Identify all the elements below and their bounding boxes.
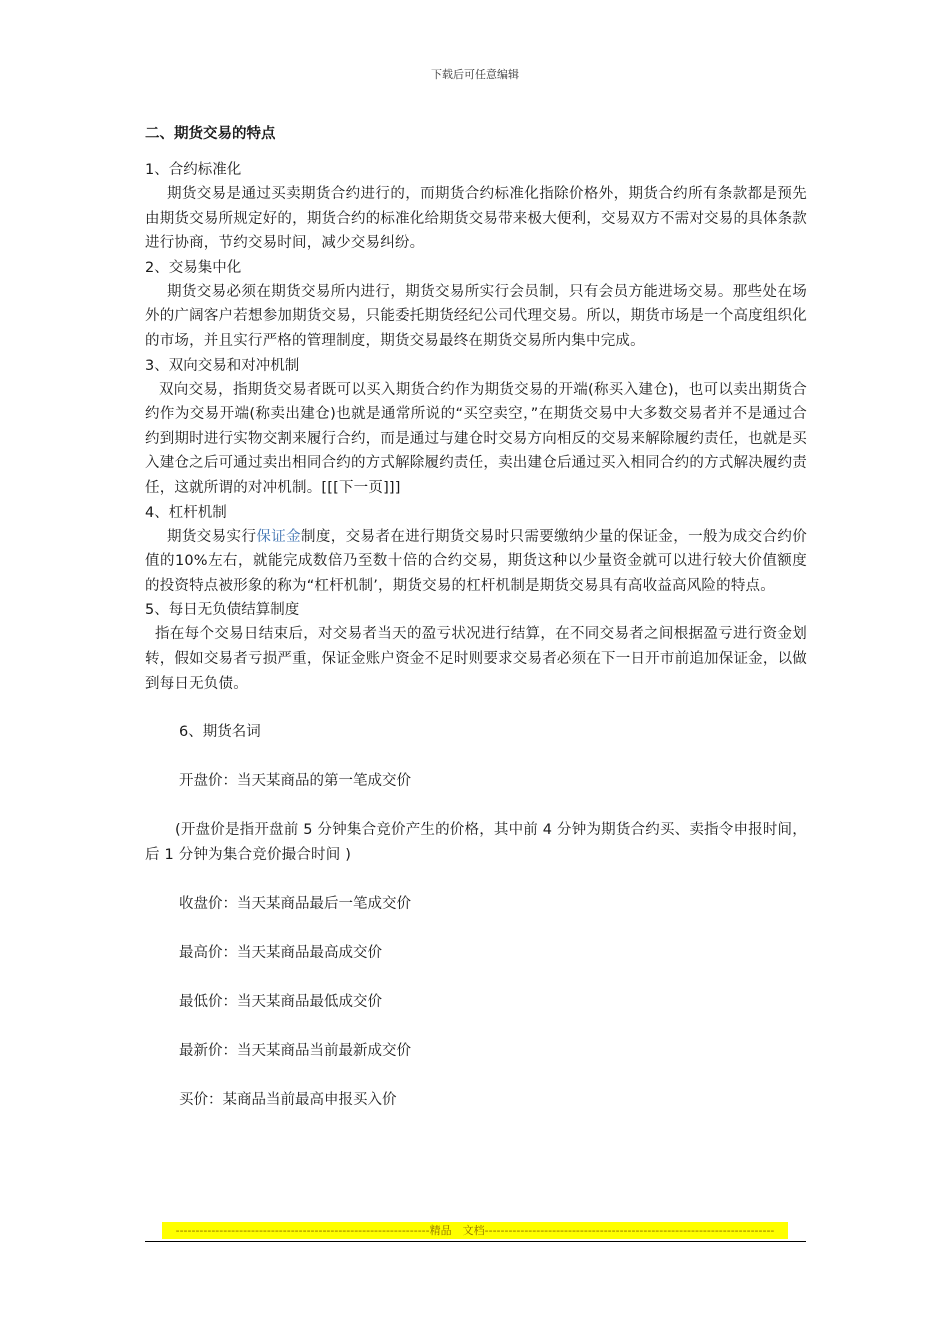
margin-link[interactable]: 保证金 [256,528,301,545]
paragraph-4-post: 制度，交易者在进行期货交易时只需要缴纳少量的保证金，一般为成交合约价值的10%左右，就能完成数倍乃至数十倍的合约交易，期货这种以少量资金就可以进行较大价值额度的投资特点被形象的称为“杠杆机制’，期货交易的杠杆机制是期货交易具有高收益高风险的特点。 [145,528,807,594]
heading-4: 4、杠杆机制 [145,504,227,521]
heading-2: 2、交易集中化 [145,259,242,276]
term-open-price: 开盘价：当天某商品的第一笔成交价 [179,773,411,790]
heading-6: 6、期货名词 [179,724,261,741]
heading-1: 1、合约标准化 [145,162,242,178]
footer-divider [145,1241,806,1242]
heading-3: 3、双向交易和对冲机制 [145,357,300,374]
paragraph-5: 指在每个交易日结束后，对交易者当天的盈亏状况进行结算，在不同交易者之间根据盈亏进行资金划转，假如交易者亏损严重，保证金账户资金不足时则要求交易者必须在下一日开市前追加保证金，以做到每日无负债。 [145,626,807,692]
footer-banner: ----------------------------------------------------------------精品 文档------------------------------------------------------------------------- [162,1222,788,1239]
page-header: 下载后可任意编辑 [431,68,519,81]
section-title: 二、期货交易的特点 [145,126,276,142]
term-high-price: 最高价：当天某商品最高成交价 [179,945,382,962]
term-open-price-note: (开盘价是指开盘前 5 分钟集合竞价产生的价格，其中前 4 分钟为期货合约买、卖指令申报时间，后 1 分钟为集合竞价撮合时间 ) [145,822,807,863]
term-low-price: 最低价：当天某商品最低成交价 [179,994,382,1011]
heading-5: 5、每日无负债结算制度 [145,602,300,619]
paragraph-1: 期货交易是通过买卖期货合约进行的，而期货合约标准化指除价格外，期货合约所有条款都是预先由期货交易所规定好的，期货合约的标准化给期货交易带来极大便利，交易双方不需对交易的具体条款进行协商，节约交易时间，减少交易纠纷。 [145,186,807,252]
paragraph-4 [145,525,807,599]
document-content [145,122,807,1112]
paragraph-2: 期货交易必须在期货交易所内进行，期货交易所实行会员制，只有会员方能进场交易。那些处在场外的广阔客户若想参加期货交易，只能委托期货经纪公司代理交易。所以，期货市场是一个高度组织化的市场，并且实行严格的管理制度，期货交易最终在期货交易所内集中完成。 [145,283,807,349]
paragraph-3: 双向交易，指期货交易者既可以买入期货合约作为期货交易的开端(称买入建仓)，也可以卖出期货合约作为交易开端(称卖出建仓)也就是通常所说的“买空卖空，”在期货交易中大多数交易者并不是通过合约到期时进行实物交割来履行合约，而是通过与建仓时交易方向相反的交易来解除履约责任，也就是买入建仓之后可通过卖出相同合约的方式解除履约责任，卖出建仓后通过买入相同合约的方式解决履约责任，这就所谓的对冲机制。[[[下一页]]] [145,381,807,496]
term-latest-price: 最新价：当天某商品当前最新成交价 [179,1043,411,1060]
paragraph-4-pre: 期货交易实行 [167,528,257,545]
term-close-price: 收盘价：当天某商品最后一笔成交价 [179,896,411,913]
term-bid-price: 买价：某商品当前最高申报买入价 [179,1092,397,1109]
